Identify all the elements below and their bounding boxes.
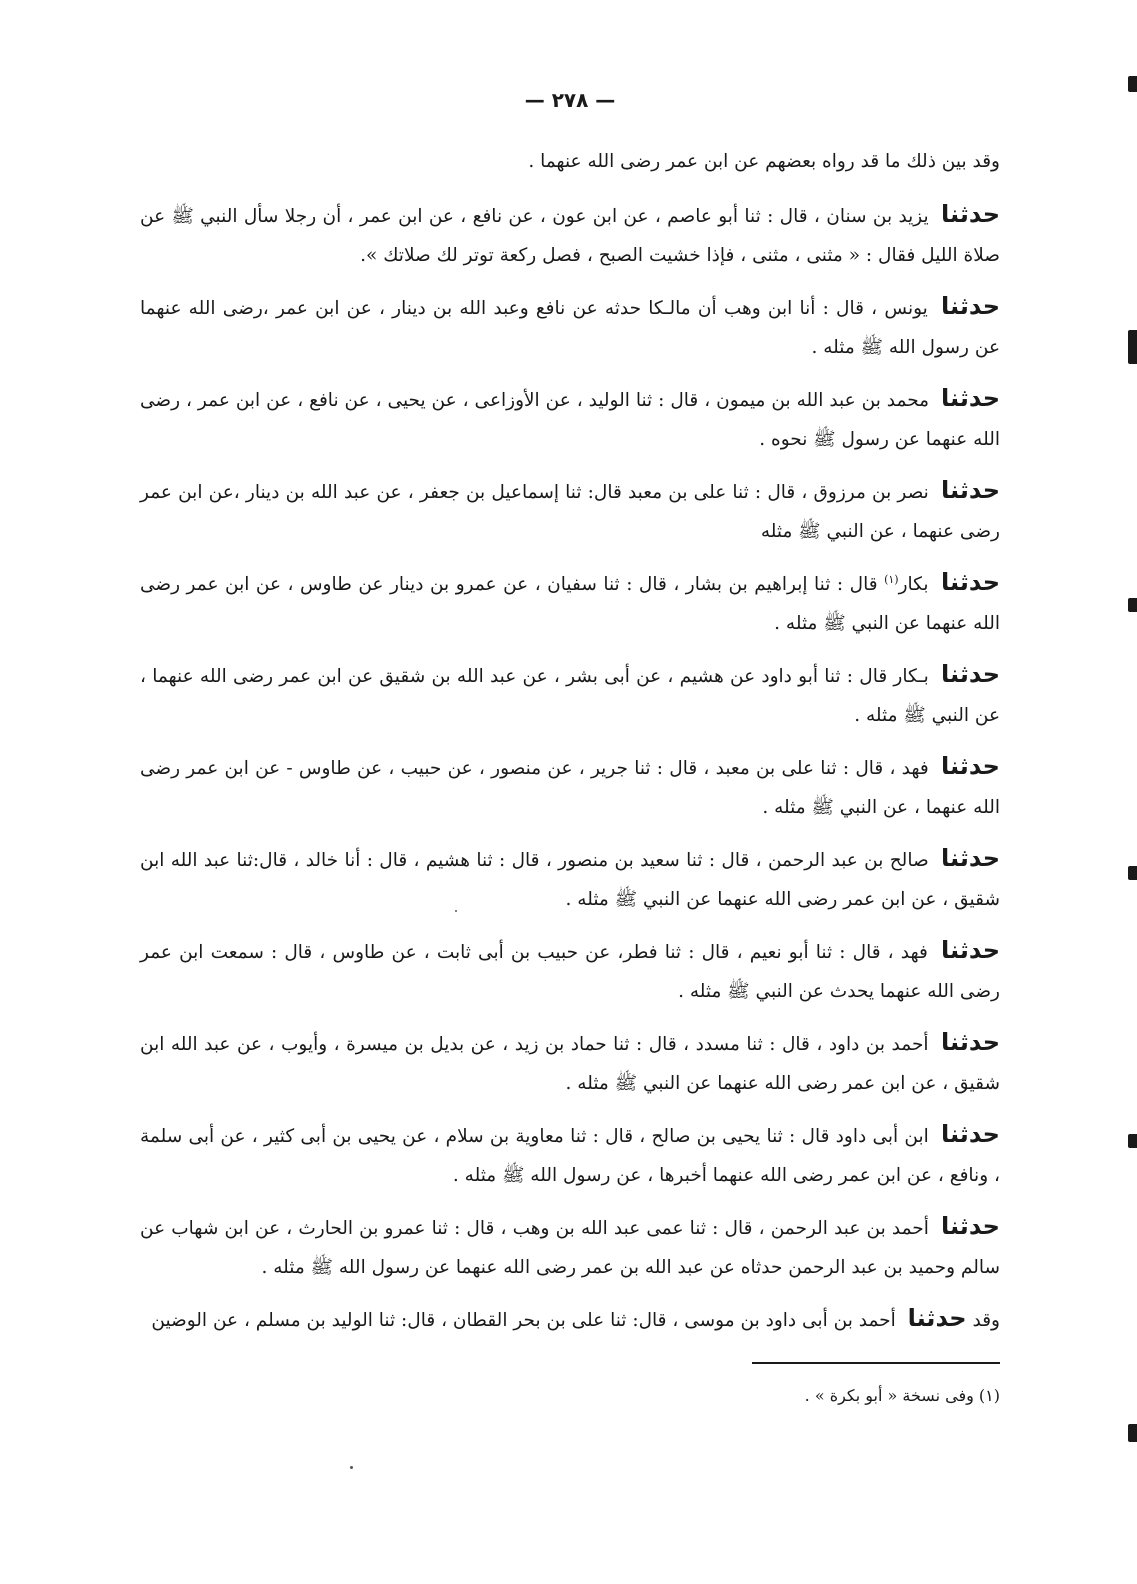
footnote-divider: [752, 1362, 1000, 1364]
paragraph-text: فهد ، قال : ثنا على بن معبد ، قال : ثنا جرير ، عن منصور ، عن حبيب ، عن طاوس - عن ابن عمر رضى الله عنهما ، عن النبي ﷺ مثله .: [140, 758, 1000, 818]
paragraph-keyword: حدثنا: [907, 1304, 967, 1332]
paragraph-text: فهد ، قال : ثنا أبو نعيم ، قال : ثنا فطر، عن حبيب بن أبى ثابت ، عن طاوس ، قال : سمعت ابن عمر رضى الله عنهما يحدث عن النبي ﷺ مثله .: [140, 942, 1000, 1002]
hadith-paragraph: [140, 195, 1000, 275]
paragraph-text: بـكار قال : ثنا أبو داود عن هشيم ، عن أبى بشر ، عن عبد الله بن شقيق عن ابن عمر رضى الله عنهما ، عن النبي ﷺ مثله .: [140, 666, 1000, 726]
paragraph-text: يونس ، قال : أنا ابن وهب أن مالـكا حدثه عن نافع وعبد الله بن دينار ، عن ابن عمر ،رضى الله عنهما عن رسول الله ﷺ مثله .: [140, 298, 1000, 358]
scan-speck: [350, 1466, 353, 1469]
hadith-paragraph: [140, 1115, 1000, 1195]
hadith-paragraph: [140, 287, 1000, 367]
paragraph-keyword: حدثنا: [941, 384, 1000, 412]
scan-edge-mark: [1128, 330, 1137, 364]
paragraph-text-continued: قال : ثنا إبراهيم بن بشار ، قال : ثنا سفيان ، عن عمرو بن دينار عن طاوس ، عن ابن عمر رضى الله عنهما عن النبي ﷺ مثله .: [140, 574, 1000, 634]
paragraph-keyword: حدثنا: [941, 200, 1000, 228]
footnote-marker: (١): [884, 572, 899, 586]
hadith-paragraph: [140, 747, 1000, 827]
paragraph-keyword: حدثنا: [941, 292, 1000, 320]
paragraph-text: صالح بن عبد الرحمن ، قال : ثنا سعيد بن منصور ، قال : ثنا هشيم ، قال : أنا خالد ، قال:ثنا عبد الله ابن شقيق ، عن ابن عمر رضى الله عنهما عن النبي ﷺ مثله .: [140, 850, 1000, 910]
paragraph-text: أحمد بن عبد الرحمن ، قال : ثنا عمى عبد الله بن وهب ، قال : ثنا عمرو بن الحارث ، عن ابن شهاب عن سالم وحميد بن عبد الرحمن حدثاه عن عبد الله بن عمر رضى الله عنهما عن رسول الله ﷺ مثله .: [140, 1218, 1000, 1278]
paragraph-text: ابن أبى داود قال : ثنا يحيى بن صالح ، قال : ثنا معاوية بن سلام ، عن يحيى بن أبى كثير ، عن أبى سلمة ، ونافع ، عن ابن عمر رضى الله عنهما أخبرها ، عن رسول الله ﷺ مثله .: [140, 1126, 1000, 1186]
intro-line: وقد بين ذلك ما قد رواه بعضهم عن ابن عمر رضى الله عنهما .: [528, 151, 1000, 172]
hadith-paragraph: [140, 563, 1000, 643]
scan-edge-mark: [1128, 1134, 1137, 1148]
hadith-paragraph: [140, 379, 1000, 459]
paragraph-keyword: حدثنا: [941, 936, 1000, 964]
hadith-paragraph: [140, 655, 1000, 735]
paragraph-keyword: حدثنا: [941, 476, 1000, 504]
paragraph-text: أحمد بن أبى داود بن موسى ، قال: ثنا على بن بحر القطان ، قال: ثنا الوليد بن مسلم ، عن الوضين: [151, 1310, 896, 1331]
scan-edge-mark: [1128, 76, 1137, 92]
paragraph-keyword: حدثنا: [941, 1028, 1000, 1056]
scan-edge-mark: [1128, 866, 1137, 880]
paragraph-keyword: حدثنا: [941, 568, 1000, 596]
scan-edge-mark: [1128, 598, 1137, 612]
paragraph-text: يزيد بن سنان ، قال : ثنا أبو عاصم ، عن ابن عون ، عن نافع ، عن ابن عمر ، أن رجلا سأل النبي ﷺ عن صلاة الليل فقال : « مثنى ، مثنى ، فإذا خشيت الصبح ، فصل ركعة توتر لك صلاتك ».: [140, 206, 1000, 266]
footnote: (١) وفى نسخة « أبو بكرة » .: [804, 1386, 1000, 1405]
hadith-paragraph: [140, 839, 1000, 919]
paragraph-text: نصر بن مرزوق ، قال : ثنا على بن معبد قال: ثنا إسماعيل بن جعفر ، عن عبد الله بن دينار ،عن ابن عمر رضى عنهما ، عن النبي ﷺ مثله: [140, 482, 1000, 542]
paragraph-keyword: حدثنا: [941, 1120, 1000, 1148]
paragraph-keyword: حدثنا: [941, 844, 1000, 872]
paragraph-text: محمد بن عبد الله بن ميمون ، قال : ثنا الوليد ، عن الأوزاعى ، عن يحيى ، عن نافع ، عن ابن عمر ، رضى الله عنهما عن رسول ﷺ نحوه .: [140, 390, 1000, 450]
paragraph-text: بكار: [898, 574, 929, 595]
page-number: — ٢٧٨ —: [524, 88, 616, 112]
scan-edge-mark: [1128, 1424, 1137, 1442]
scan-speck: [455, 910, 457, 912]
paragraph-text: أحمد بن داود ، قال : ثنا مسدد ، قال : ثنا حماد بن زيد ، عن بديل بن ميسرة ، وأيوب ، عن عبد الله ابن شقيق ، عن ابن عمر رضى الله عنهما عن النبي ﷺ مثله .: [140, 1034, 1000, 1094]
paragraph-keyword: حدثنا: [941, 752, 1000, 780]
hadith-paragraph: [140, 471, 1000, 551]
paragraph-keyword: حدثنا: [941, 1212, 1000, 1240]
book-page: [140, 88, 1000, 1508]
hadith-paragraph: [140, 931, 1000, 1011]
hadith-paragraph: [140, 1299, 1000, 1340]
paragraph-prefix: وقد: [972, 1310, 1000, 1331]
hadith-paragraph: [140, 1207, 1000, 1287]
hadith-paragraph: [140, 1023, 1000, 1103]
paragraph-keyword: حدثنا: [941, 660, 1000, 688]
